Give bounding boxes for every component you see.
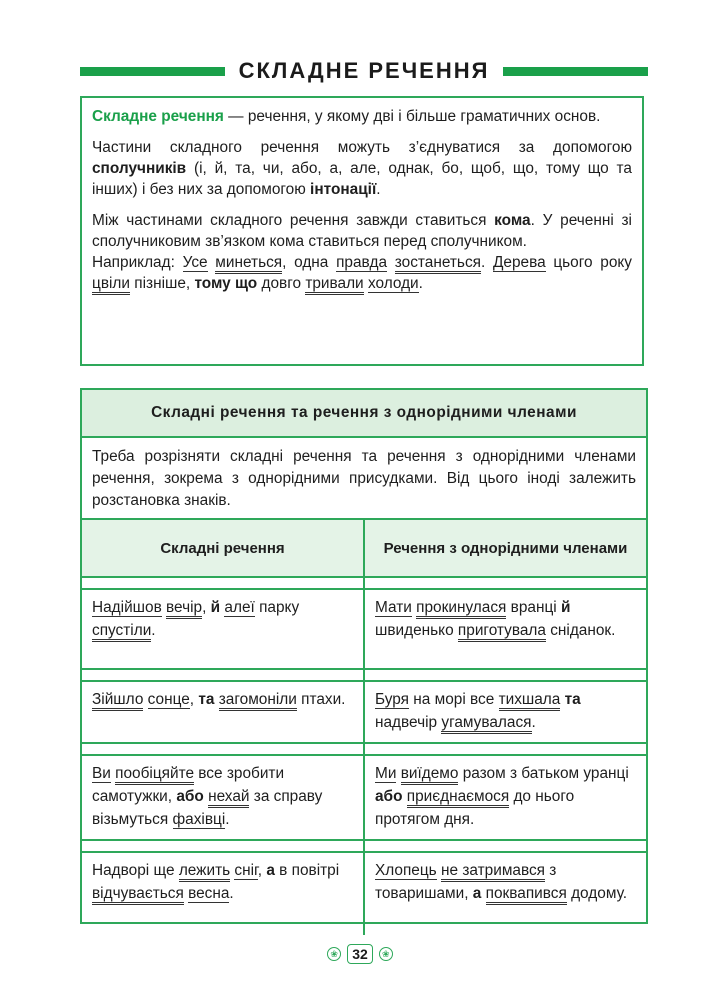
predicate: не затримався [441,862,545,882]
bold-conjunction: або [375,788,403,805]
text: . [229,885,234,902]
table-spacer [82,840,646,852]
predicate: зостанеться [395,254,481,274]
subject: Мати [375,599,412,616]
text: . [225,811,230,828]
cell-complex [82,852,364,935]
table-spacer [82,669,646,681]
page-footer [0,942,720,966]
cell-complex [82,755,364,840]
cell-homogeneous [364,589,646,669]
spacer-cell [364,669,646,681]
predicate: загомоніли [219,691,297,711]
text: . [376,181,381,198]
text: швиденько [375,622,458,639]
predicate: спустіли [92,622,151,642]
subject: Ви [92,765,111,782]
cell-complex [82,589,364,669]
predicate: пообіцяйте [115,765,194,785]
title-bar-right [503,67,648,76]
cell-homogeneous [364,852,646,935]
predicate: лежить [179,862,230,882]
subject: Ми [375,765,397,782]
comma-paragraph [92,210,632,252]
bold-conjunction: або [176,788,204,805]
column-header-complex: Складні речення [82,520,364,577]
bold-conjunction: а [472,885,482,902]
predicate: минеться [215,254,282,274]
comparison-box [80,388,648,924]
subject: алеї [224,599,255,616]
table-row [82,755,646,840]
text: . [418,275,423,292]
text: з товаришами, [375,862,557,902]
table-row [82,589,646,669]
definition-paragraph [92,106,632,127]
subject: сонце [147,691,190,708]
text: вранці [506,599,561,616]
text: в повітрі [274,862,340,879]
spacer-cell [364,840,646,852]
spacer-cell [82,669,364,681]
cell-homogeneous [364,681,646,743]
example-paragraph [92,252,632,294]
text: , [202,599,211,616]
cell-complex [82,681,364,743]
text: пізніше, [130,275,195,292]
predicate: угамувалася [441,714,531,734]
bold-term: інтонації [310,181,377,198]
example-label: Наприклад: [92,254,183,271]
text: парку [254,599,300,616]
bold-conjunction: й [210,599,221,616]
bold-conjunction: тому що [194,275,258,292]
table-row [82,852,646,935]
flower-icon: ❀ [379,947,393,961]
text: сніданок. [545,622,616,639]
column-header-homogeneous: Речення з однорідними членами [364,520,646,577]
spacer-cell [364,743,646,755]
predicate: тривали [305,275,363,295]
title-row [80,56,648,86]
text: , одна [282,254,337,271]
text: цього року [545,254,632,271]
text: . [480,254,493,271]
predicate: Зійшло [92,691,143,711]
definition-term: Складне речення [92,108,224,125]
spacer-cell [82,840,364,852]
text: разом з батьком уранці [458,765,629,782]
bold-term: сполучників [92,160,187,177]
text: . У реченні зі сполучниковим зв’язком кома ставиться перед сполучником. [92,212,632,250]
subject: фахівці [172,811,226,828]
text: . [531,714,536,731]
text: Частини складного речення можуть з’єднуватися за допомогою [92,139,632,156]
text: за справу візьмуться [92,788,323,828]
text: все зробити самотужки, [92,765,285,805]
comparison-table [82,520,646,935]
text: Надворі ще [92,862,179,879]
table-spacer [82,743,646,755]
text: на морі все [409,691,499,708]
text: додому. [566,885,627,902]
subject: Хлопець [375,862,437,879]
subject: Буря [375,691,410,708]
text: (і, й, та, чи, або, а, але, однак, бо, щоб, що, тому що та інших) і без них за допомогою [92,160,632,198]
bold-conjunction: та [198,691,215,708]
text [481,885,485,902]
title-bar-left [80,67,225,76]
page-number: 32 [347,944,373,964]
table-row [82,681,646,743]
predicate: приготувала [458,622,546,642]
section-intro: Треба розрізняти складні речення та речення з однорідними членами речення, зокрема з однорідними присудками. Від цього іноді залежить розстановка знаків. [82,438,646,520]
text: до нього протягом дня. [375,788,575,828]
spacer-cell [82,743,364,755]
predicate: поквапився [486,885,567,905]
bold-term: кома [494,212,531,229]
subject: весна [188,885,230,902]
predicate: відчувається [92,885,184,905]
spacer-cell [82,577,364,589]
bold-conjunction: а [266,862,275,879]
text: надвечір [375,714,442,731]
conjunctions-paragraph [92,137,632,200]
subject: правда [336,254,388,271]
text: птахи. [296,691,346,708]
subject: Усе [182,254,208,271]
table-spacer [82,577,646,589]
definition-text: — речення, у якому дві і більше граматичних основ. [223,108,601,125]
definition-box [80,96,644,366]
table-header-row [82,520,646,577]
text: , [257,862,267,879]
subject: Дерева [492,254,546,271]
text: Між частинами складного речення завжди ставиться [92,212,495,229]
flower-icon: ❀ [327,947,341,961]
cell-homogeneous [364,755,646,840]
subject: холоди [367,275,419,292]
subject: сніг [234,862,258,879]
page-title: СКЛАДНЕ РЕЧЕННЯ [238,58,490,83]
spacer-cell [364,577,646,589]
text: довго [257,275,306,292]
predicate: нехай [208,788,249,808]
text: . [151,622,156,639]
predicate: тихшала [499,691,561,711]
predicate: цвіли [92,275,130,295]
predicate: прокинулася [416,599,506,619]
subject: Надійшов [92,599,162,616]
bold-conjunction: та [564,691,581,708]
bold-conjunction: й [560,599,571,616]
predicate: вечір [166,599,202,619]
predicate: виїдемо [401,765,459,785]
section-heading: Складні речення та речення з однорідними членами [82,390,646,438]
text: , [189,691,199,708]
predicate: приєднаємося [407,788,509,808]
